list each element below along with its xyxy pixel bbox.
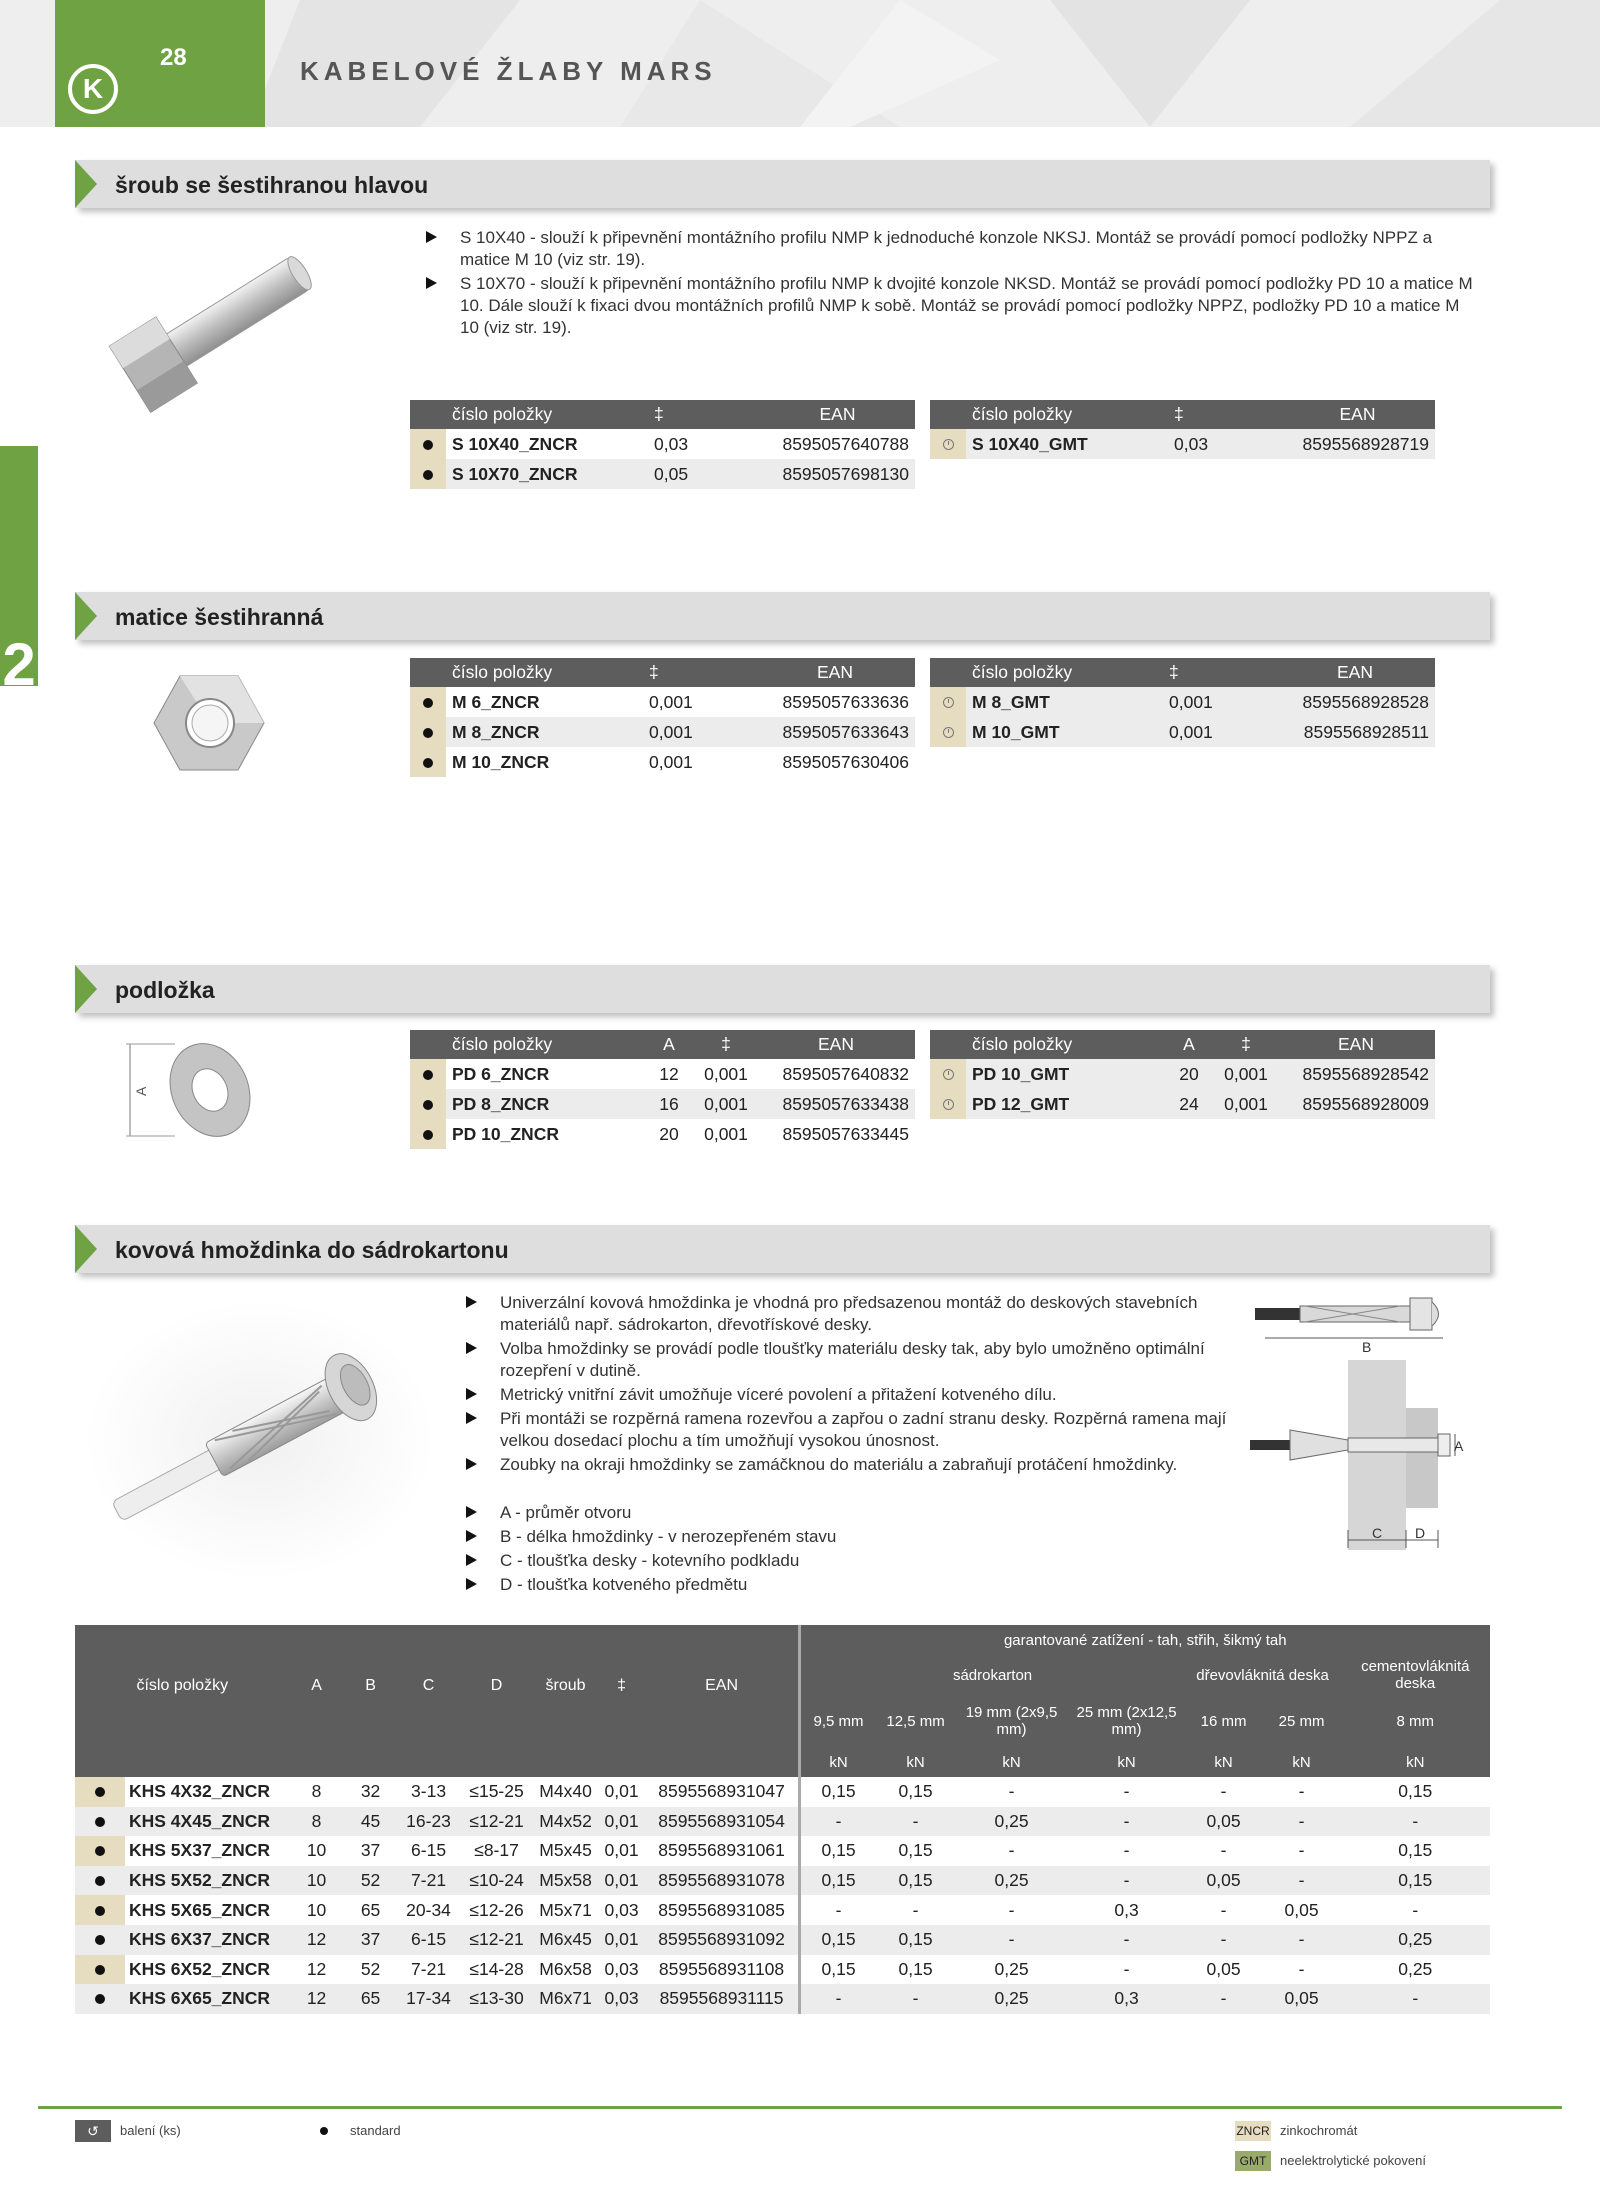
table-cell: ≤12-26 xyxy=(469,1899,524,1920)
table-cell: - xyxy=(1069,1807,1185,1837)
table-cell: - xyxy=(1341,1984,1490,2014)
table-row xyxy=(75,1925,1490,1955)
table-cell: - xyxy=(1069,1866,1185,1896)
table-cell: - xyxy=(1123,1958,1130,1979)
section-header-screw xyxy=(75,160,1490,208)
table-cell: 0,15 xyxy=(799,1836,877,1866)
standard-dot-icon xyxy=(95,1787,105,1797)
table-cell: 0,01 xyxy=(604,1781,639,1802)
unit-header: kN xyxy=(799,1747,877,1777)
table-cell: ≤12-21 xyxy=(460,1925,534,1955)
table-header-icon-cell xyxy=(930,400,966,429)
standard-dot-icon xyxy=(423,728,433,738)
table-cell: 37 xyxy=(344,1925,398,1955)
standard-dot-icon xyxy=(95,1876,105,1886)
section-title: kovová hmoždinka do sádrokartonu xyxy=(115,1237,509,1263)
table-cell: 3-13 xyxy=(411,1781,447,1802)
clock-icon xyxy=(943,727,954,738)
table-cell: 0,05 xyxy=(1263,1984,1341,2014)
thickness-header: 8 mm xyxy=(1341,1695,1490,1747)
section-header-anchor xyxy=(75,1225,1490,1273)
col-header-a: A xyxy=(643,1030,695,1059)
triangle-bullet-icon xyxy=(466,1578,477,1590)
list-item: Volba hmoždinky se provádí podle tloušťky materiálu desky tak, aby bylo umožněno optimální rozepření v dutině. xyxy=(460,1338,1260,1382)
table-row xyxy=(75,1836,1490,1866)
table-cell: - xyxy=(799,1895,877,1925)
standard-legend-label: standard xyxy=(350,2123,401,2138)
table-cell: 0,15 xyxy=(877,1925,955,1955)
table-cell: ≤10-24 xyxy=(460,1866,534,1896)
group-header-cement: cementovláknitá deska xyxy=(1341,1655,1490,1695)
thickness-header: 16 mm xyxy=(1185,1695,1263,1747)
table-cell: 10 xyxy=(290,1866,344,1896)
table-cell: 0,3 xyxy=(1114,1899,1139,1920)
triangle-bullet-icon xyxy=(466,1530,477,1542)
table-cell: 17-34 xyxy=(398,1984,460,2014)
table-cell: 8595568931047 xyxy=(658,1781,785,1802)
hex-bolt-image xyxy=(95,238,325,418)
item-code-cell: KHS 6X52_ZNCR xyxy=(129,1958,271,1979)
standard-dot-icon xyxy=(423,1130,433,1140)
chapter-number: 2 xyxy=(2,631,36,698)
col-header-ean: EAN xyxy=(760,400,915,429)
table-cell: - xyxy=(877,1807,955,1837)
metal-anchor-image xyxy=(80,1295,440,1585)
table-cell: M5x58 xyxy=(534,1866,598,1896)
company-logo: K xyxy=(68,64,118,114)
col-header-item: číslo položky xyxy=(446,400,648,429)
table-cell: 0,03 xyxy=(598,1984,646,2014)
section-title: matice šestihranná xyxy=(115,604,324,630)
table-cell: M6x58 xyxy=(539,1958,592,1979)
gmt-tag: GMT xyxy=(1235,2151,1271,2171)
group-header-fibre: dřevovláknitá deska xyxy=(1185,1655,1341,1695)
standard-dot-icon xyxy=(423,758,433,768)
triangle-bullet-icon xyxy=(466,1506,477,1518)
table-row xyxy=(75,1777,1490,1807)
triangle-bullet-icon xyxy=(426,277,437,289)
col-header-ean: EAN xyxy=(646,1625,800,1747)
table-cell: 0,01 xyxy=(604,1840,639,1861)
table-cell: 52 xyxy=(344,1866,398,1896)
nut-table-gmt xyxy=(930,658,1435,747)
table-row xyxy=(75,1984,1490,2014)
diagram-label-a: A xyxy=(1454,1438,1464,1454)
packaging-legend-label: balení (ks) xyxy=(120,2123,181,2138)
anchor-dimension-legend xyxy=(460,1502,1160,1598)
table-cell: 7-21 xyxy=(411,1958,447,1979)
table-cell: M4x40 xyxy=(539,1781,592,1802)
table-cell: 8 xyxy=(311,1781,322,1802)
item-code-cell: KHS 4X45_ZNCR xyxy=(125,1807,290,1837)
col-header-packaging: ‡ xyxy=(598,1625,646,1747)
triangle-bullet-icon xyxy=(466,1554,477,1566)
table-cell: - xyxy=(799,1984,877,2014)
table-header-icon-cell xyxy=(930,658,966,687)
col-header-d: D xyxy=(460,1625,534,1747)
table-cell: - xyxy=(1123,1781,1130,1802)
table-row: M 8_ZNCR 0,001 8595057633643 xyxy=(410,717,915,747)
table-header-icon-cell xyxy=(930,1030,966,1059)
table-cell: 0,25 xyxy=(955,1984,1069,2014)
anchor-description-list xyxy=(460,1292,1260,1478)
unit-header: kN xyxy=(1069,1747,1185,1777)
thickness-header: 19 mm (2x9,5 mm) xyxy=(955,1695,1069,1747)
nut-table-zncr xyxy=(410,658,915,777)
list-item: Metrický vnitřní závit umožňuje víceré povolení a přitažení kotveného dílu. xyxy=(460,1384,1260,1406)
table-row: PD 12_GMT 24 0,001 8595568928009 xyxy=(930,1089,1435,1119)
triangle-bullet-icon xyxy=(466,1342,477,1354)
col-header-a: A xyxy=(1163,1030,1215,1059)
table-cell: 10 xyxy=(306,1899,327,1920)
list-item: A - průměr otvoru xyxy=(460,1502,1160,1524)
table-cell: 0,25 xyxy=(955,1807,1069,1837)
table-cell: 0,05 xyxy=(1185,1807,1263,1837)
clock-icon xyxy=(943,697,954,708)
washer-dimension-label: A xyxy=(133,1086,149,1096)
col-header-packaging: ‡ xyxy=(648,400,760,429)
table-cell: 0,3 xyxy=(1069,1984,1185,2014)
table-cell: 0,15 xyxy=(898,1840,933,1861)
list-item: Při montáži se rozpěrná ramena rozevřou a zapřou o zadní stranu desky. Rozpěrná ramena mají velkou dosedací plochu a tím umožňují vysokou únosnost. xyxy=(460,1408,1260,1452)
table-cell: 65 xyxy=(360,1899,381,1920)
col-header-packaging: ‡ xyxy=(1168,400,1280,429)
table-row: PD 6_ZNCR 12 0,001 8595057640832 xyxy=(410,1059,915,1089)
standard-dot-icon xyxy=(95,1846,105,1856)
table-cell: 16-23 xyxy=(398,1807,460,1837)
col-header-packaging: ‡ xyxy=(695,1030,757,1059)
list-item: D - tloušťka kotveného předmětu xyxy=(460,1574,1160,1596)
table-row xyxy=(75,1866,1490,1896)
col-header-item: číslo položky xyxy=(966,658,1163,687)
zncr-tag: ZNCR xyxy=(1235,2121,1271,2141)
unit-header: kN xyxy=(1263,1747,1341,1777)
standard-dot-icon xyxy=(320,2127,328,2135)
table-row: PD 10_ZNCR 20 0,001 8595057633445 xyxy=(410,1119,915,1149)
table-cell: - xyxy=(1263,1925,1341,1955)
table-cell: 6-15 xyxy=(411,1840,447,1861)
table-row: S 10X70_ZNCR 0,05 8595057698130 xyxy=(410,459,915,489)
table-cell: - xyxy=(1008,1899,1015,1920)
section-header-washer xyxy=(75,965,1490,1013)
item-code-cell: KHS 5X37_ZNCR xyxy=(129,1840,271,1861)
table-header-icon-cell xyxy=(410,658,446,687)
standard-dot-icon xyxy=(95,1965,105,1975)
page-number: 28 xyxy=(160,44,187,71)
table-cell: 0,15 xyxy=(1341,1866,1490,1896)
table-cell: 8595568931108 xyxy=(658,1958,785,1979)
col-header-item: číslo položky xyxy=(966,400,1168,429)
col-header-item: číslo položky xyxy=(75,1625,290,1747)
table-row xyxy=(75,1895,1490,1925)
table-cell: 37 xyxy=(360,1840,381,1861)
table-cell: - xyxy=(1185,1984,1263,2014)
washer-table-gmt xyxy=(930,1030,1435,1119)
col-header-packaging: ‡ xyxy=(1163,658,1275,687)
col-header-screw: šroub xyxy=(534,1625,598,1747)
thickness-header: 9,5 mm xyxy=(799,1695,877,1747)
table-cell: 20-34 xyxy=(406,1899,451,1920)
table-cell: - xyxy=(1185,1925,1263,1955)
item-code-cell: KHS 5X65_ZNCR xyxy=(129,1899,271,1920)
table-cell: M6x45 xyxy=(534,1925,598,1955)
clock-icon xyxy=(943,439,954,450)
table-cell: - xyxy=(1220,1840,1227,1861)
table-cell: 0,15 xyxy=(799,1866,877,1896)
unit-header: kN xyxy=(1185,1747,1263,1777)
table-cell: M5x71 xyxy=(539,1899,592,1920)
table-row: PD 8_ZNCR 16 0,001 8595057633438 xyxy=(410,1089,915,1119)
table-cell: 0,15 xyxy=(877,1866,955,1896)
list-item: Univerzální kovová hmoždinka je vhodná pro předsazenou montáž do deskových stavebních materiálů např. sádrokarton, dřevotřískové desky. xyxy=(460,1292,1260,1336)
section-arrow-icon xyxy=(75,965,97,1013)
table-cell: 0,05 xyxy=(1185,1866,1263,1896)
col-header-packaging: ‡ xyxy=(643,658,755,687)
col-header-item: číslo položky xyxy=(446,1030,643,1059)
table-cell: ≤14-28 xyxy=(469,1958,524,1979)
triangle-bullet-icon xyxy=(466,1296,477,1308)
table-cell: 10 xyxy=(306,1840,327,1861)
section-arrow-icon xyxy=(75,1225,97,1273)
table-cell: 0,25 xyxy=(1398,1958,1433,1979)
table-cell: 0,03 xyxy=(604,1958,639,1979)
section-header-nut xyxy=(75,592,1490,640)
unit-header: kN xyxy=(877,1747,955,1777)
col-header-c: C xyxy=(398,1625,460,1747)
table-header-icon-cell xyxy=(410,400,446,429)
triangle-bullet-icon xyxy=(466,1458,477,1470)
table-cell: 12 xyxy=(290,1984,344,2014)
table-cell: 0,01 xyxy=(598,1807,646,1837)
table-cell: 32 xyxy=(360,1781,381,1802)
col-header-ean: EAN xyxy=(1275,658,1435,687)
standard-dot-icon xyxy=(423,1070,433,1080)
table-cell: 45 xyxy=(344,1807,398,1837)
col-header-a: A xyxy=(290,1625,344,1747)
table-cell: - xyxy=(1263,1866,1341,1896)
col-header-packaging: ‡ xyxy=(1215,1030,1277,1059)
table-cell: 0,15 xyxy=(799,1925,877,1955)
page-header-title: KABELOVÉ ŽLABY MARS xyxy=(300,56,717,86)
item-code-cell: KHS 6X65_ZNCR xyxy=(125,1984,290,2014)
table-cell: 0,15 xyxy=(799,1955,877,1985)
table-cell: - xyxy=(912,1899,919,1920)
table-cell: 0,01 xyxy=(598,1925,646,1955)
table-cell: 0,05 xyxy=(1206,1958,1241,1979)
table-cell: 0,25 xyxy=(955,1866,1069,1896)
table-cell: - xyxy=(1069,1925,1185,1955)
table-row: S 10X40_GMT 0,03 8595568928719 xyxy=(930,429,1435,459)
table-cell: 8595568931061 xyxy=(658,1840,785,1861)
table-cell: - xyxy=(1412,1899,1419,1920)
table-cell: M4x52 xyxy=(534,1807,598,1837)
table-cell: 8595568931092 xyxy=(646,1925,800,1955)
table-cell: 8595568931078 xyxy=(646,1866,800,1896)
list-item: B - délka hmoždinky - v nerozepřeném stavu xyxy=(460,1526,1160,1548)
table-cell: 0,15 xyxy=(898,1781,933,1802)
col-header-ean: EAN xyxy=(1280,400,1435,429)
table-row xyxy=(75,1955,1490,1985)
table-row: M 6_ZNCR 0,001 8595057633636 xyxy=(410,687,915,717)
section-title: podložka xyxy=(115,977,215,1003)
triangle-bullet-icon xyxy=(426,231,437,243)
table-row: M 8_GMT 0,001 8595568928528 xyxy=(930,687,1435,717)
anchor-dimension-diagram xyxy=(1250,1290,1480,1560)
diagram-label-c: C xyxy=(1372,1525,1383,1541)
table-cell: 0,15 xyxy=(1398,1840,1433,1861)
table-cell: 0,01 xyxy=(598,1866,646,1896)
table-row: PD 10_GMT 20 0,001 8595568928542 xyxy=(930,1059,1435,1089)
table-cell: - xyxy=(955,1925,1069,1955)
table-cell: 12 xyxy=(290,1925,344,1955)
table-cell: 8 xyxy=(290,1807,344,1837)
standard-dot-icon xyxy=(423,440,433,450)
table-cell: - xyxy=(1341,1807,1490,1837)
table-row: S 10X40_ZNCR 0,03 8595057640788 xyxy=(410,429,915,459)
col-header-b: B xyxy=(344,1625,398,1747)
table-cell: 52 xyxy=(360,1958,381,1979)
table-cell: - xyxy=(1123,1840,1130,1861)
table-cell: ≤15-25 xyxy=(469,1781,524,1802)
table-cell: - xyxy=(877,1984,955,2014)
unit-header: kN xyxy=(1341,1747,1490,1777)
table-header-icon-cell xyxy=(410,1030,446,1059)
table-cell: M6x71 xyxy=(534,1984,598,2014)
table-cell: - xyxy=(1220,1899,1227,1920)
thickness-header: 25 mm (2x12,5 mm) xyxy=(1069,1695,1185,1747)
table-cell: 6-15 xyxy=(398,1925,460,1955)
table-cell: 0,25 xyxy=(1341,1925,1490,1955)
section-arrow-icon xyxy=(75,592,97,640)
section-title: šroub se šestihranou hlavou xyxy=(115,172,429,198)
table-row xyxy=(75,1807,1490,1837)
table-cell: 65 xyxy=(344,1984,398,2014)
washer-image xyxy=(120,1030,270,1150)
standard-dot-icon xyxy=(95,1817,105,1827)
table-cell: 0,05 xyxy=(1284,1899,1319,1920)
table-cell: 8595568931085 xyxy=(658,1899,785,1920)
hex-nut-image xyxy=(150,668,270,778)
table-cell: ≤12-21 xyxy=(460,1807,534,1837)
triangle-bullet-icon xyxy=(466,1388,477,1400)
standard-dot-icon xyxy=(423,1100,433,1110)
col-header-ean: EAN xyxy=(755,658,915,687)
packaging-icon: ↺ xyxy=(75,2120,111,2142)
clock-icon xyxy=(943,1069,954,1080)
washer-table-zncr xyxy=(410,1030,915,1149)
standard-dot-icon xyxy=(423,470,433,480)
table-cell: 8595568931054 xyxy=(646,1807,800,1837)
group-header-plaster: sádrokarton xyxy=(799,1655,1185,1695)
screw-table-gmt xyxy=(930,400,1435,459)
screw-description-list xyxy=(420,227,1480,341)
table-cell: M5x45 xyxy=(539,1840,592,1861)
table-cell: - xyxy=(1008,1840,1015,1861)
item-code-cell: KHS 4X32_ZNCR xyxy=(129,1781,271,1802)
table-cell: 7-21 xyxy=(398,1866,460,1896)
anchor-specification-table xyxy=(75,1625,1490,2014)
gmt-legend-label: neelektrolytické pokovení xyxy=(1280,2153,1426,2168)
table-cell: 0,15 xyxy=(1398,1781,1433,1802)
table-row: M 10_ZNCR 0,001 8595057630406 xyxy=(410,747,915,777)
section-arrow-icon xyxy=(75,160,97,208)
col-header-ean: EAN xyxy=(1277,1030,1435,1059)
table-cell: 12 xyxy=(306,1958,327,1979)
item-code-cell: KHS 5X52_ZNCR xyxy=(125,1866,290,1896)
table-cell: - xyxy=(799,1807,877,1837)
col-header-item: číslo položky xyxy=(446,658,643,687)
clock-icon xyxy=(943,1099,954,1110)
zncr-legend-label: zinkochromát xyxy=(1280,2123,1358,2138)
diagram-label-d: D xyxy=(1415,1525,1426,1541)
thickness-header: 25 mm xyxy=(1263,1695,1341,1747)
list-item: Zoubky na okraji hmoždinky se zamáčknou do materiálu a zabraňují protáčení hmoždinky. xyxy=(460,1454,1260,1476)
table-cell: 8595568931115 xyxy=(646,1984,800,2014)
table-cell: - xyxy=(1220,1781,1227,1802)
thickness-header: 12,5 mm xyxy=(877,1695,955,1747)
col-header-item: číslo položky xyxy=(966,1030,1163,1059)
table-cell: 0,15 xyxy=(898,1958,933,1979)
table-cell: ≤13-30 xyxy=(460,1984,534,2014)
diagram-label-b: B xyxy=(1362,1339,1372,1355)
standard-dot-icon xyxy=(423,698,433,708)
standard-dot-icon xyxy=(95,1994,105,2004)
table-cell: 0,25 xyxy=(994,1958,1029,1979)
standard-dot-icon xyxy=(95,1935,105,1945)
standard-dot-icon xyxy=(95,1906,105,1916)
item-code-cell: KHS 6X37_ZNCR xyxy=(125,1925,290,1955)
triangle-bullet-icon xyxy=(466,1412,477,1424)
table-cell: ≤8-17 xyxy=(474,1840,519,1861)
table-cell: - xyxy=(1008,1781,1015,1802)
table-cell: 0,15 xyxy=(799,1777,877,1807)
table-cell: - xyxy=(1298,1781,1305,1802)
col-header-ean: EAN xyxy=(757,1030,915,1059)
list-item: S 10X40 - slouží k připevnění montážního profilu NMP k jednoduché konzole NKSJ. Montáž se provádí pomocí podložky NPPZ a matice M 10 (viz str. 19). xyxy=(420,227,1480,271)
list-item: C - tloušťka desky - kotevního podkladu xyxy=(460,1550,1160,1572)
table-row: M 10_GMT 0,001 8595568928511 xyxy=(930,717,1435,747)
table-cell: 0,03 xyxy=(604,1899,639,1920)
table-cell: - xyxy=(1263,1807,1341,1837)
screw-table-zncr xyxy=(410,400,915,489)
table-cell: - xyxy=(1298,1840,1305,1861)
list-item: S 10X70 - slouží k připevnění montážního profilu NMP k dvojité konzole NKSD. Montáž se provádí pomocí podložky PD 10 a matice M 10. Dále slouží k fixaci dvou montážních profilů NMP k sobě. Montáž se provádí pomocí podložky NPPZ, podložky PD 10 a matice M 10 (viz str. 19). xyxy=(420,273,1480,339)
unit-header: kN xyxy=(955,1747,1069,1777)
footer-divider xyxy=(38,2106,1562,2109)
table-cell: - xyxy=(1298,1958,1305,1979)
load-header: garantované zatížení - tah, střih, šikmý tah xyxy=(799,1625,1490,1655)
